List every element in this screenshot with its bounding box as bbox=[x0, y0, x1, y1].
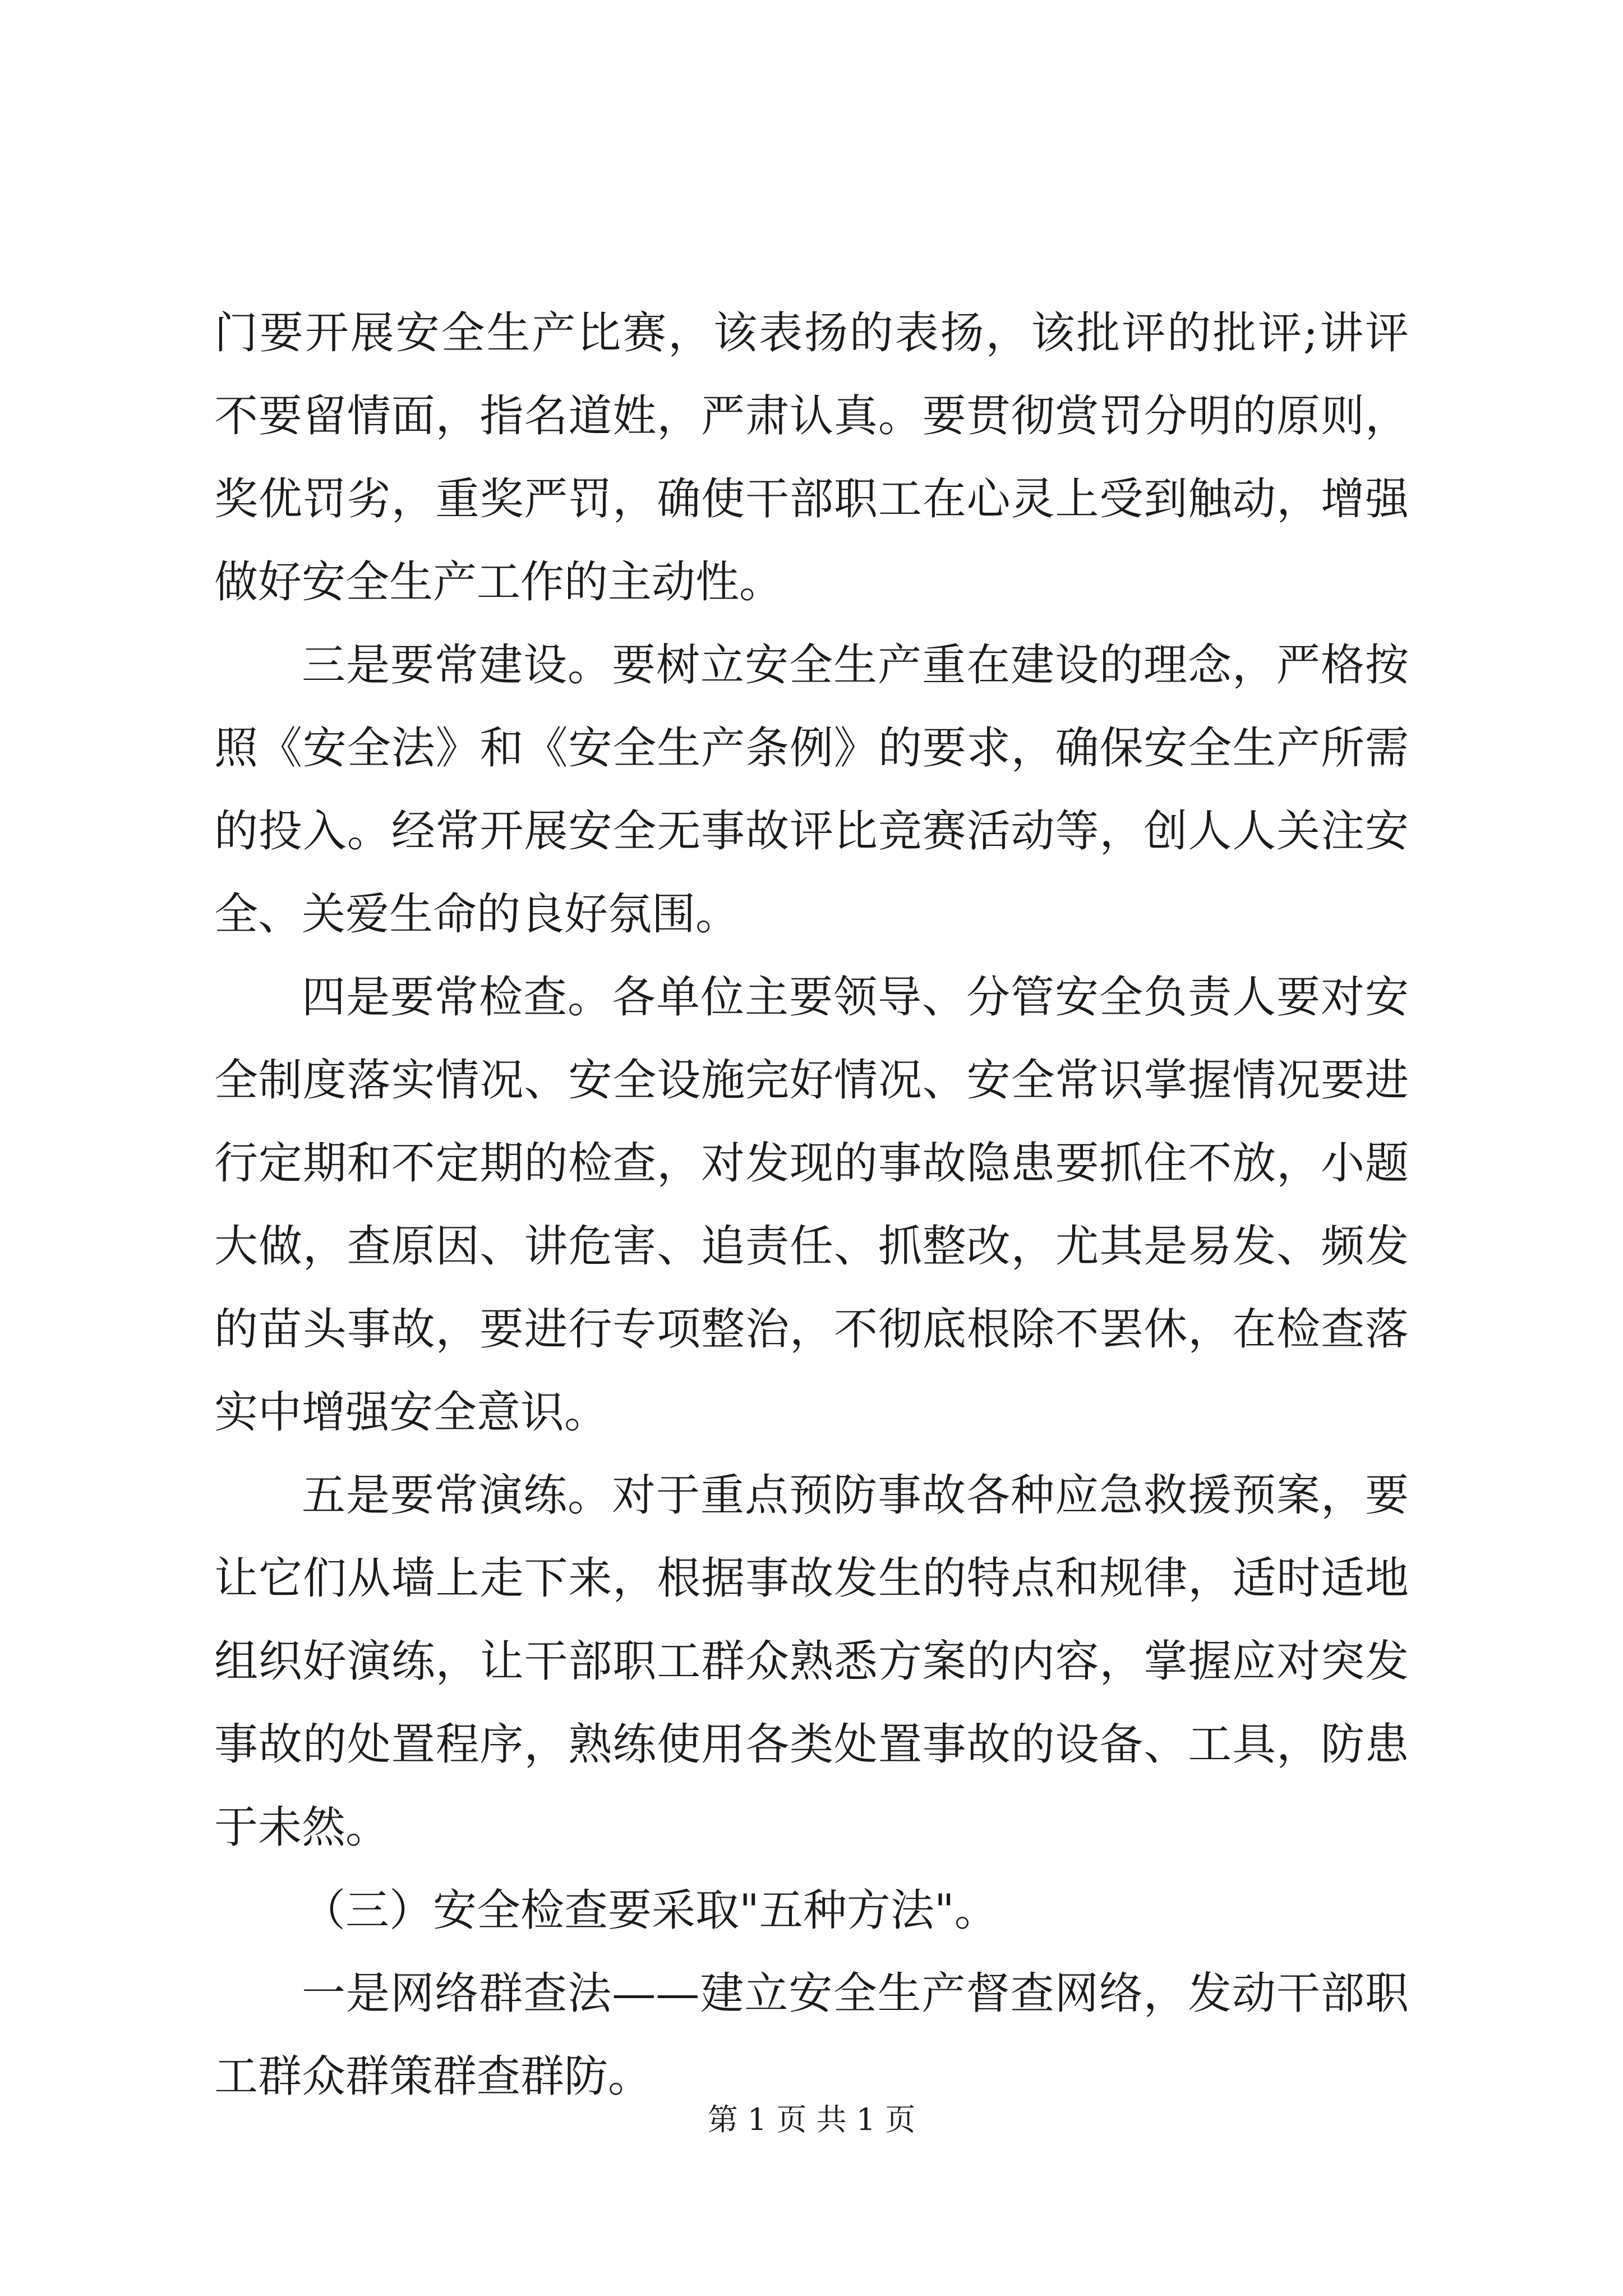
page-footer: 第 1 页 共 1 页 bbox=[707, 2102, 916, 2137]
document-body bbox=[214, 292, 1409, 2118]
section-heading-five-methods: （三）安全检查要采取"五种方法"。 bbox=[302, 1885, 998, 1936]
paragraph-continuation: 门要开展安全生产比赛，该表扬的表扬，该批评的批评;讲评不要留情面，指名道姓，严肃认真。要贯彻赏罚分明的原则，奖优罚劣，重奖严罚，确使干部职工在心灵上受到触动，增强做好安全生产工作的主动性。 bbox=[214, 308, 1409, 608]
paragraph-drill: 五是要常演练。对于重点预防事故各种应急救援预案，要让它们从墙上走下来，根据事故发生的特点和规律，适时适地组织好演练，让干部职工群众熟悉方案的内容，掌握应对突发事故的处置程序，熟练使用各类处置事故的设备、工具，防患于未然。 bbox=[214, 1470, 1409, 1853]
paragraph-network-check: 一是网络群查法——建立安全生产督查网络，发动干部职工群众群策群查群防。 bbox=[214, 1968, 1409, 2102]
paragraph-inspection: 四是要常检查。各单位主要领导、分管安全负责人要对安全制度落实情况、安全设施完好情况、安全常识掌握情况要进行定期和不定期的检查，对发现的事故隐患要抓住不放，小题大做，查原因、讲危害、追责任、抓整改，尤其是易发、频发的苗头事故，要进行专项整治，不彻底根除不罢休，在检查落实中增强安全意识。 bbox=[214, 972, 1409, 1438]
paragraph-construction: 三是要常建设。要树立安全生产重在建设的理念，严格按照《安全法》和《安全生产条例》的要求，确保安全生产所需的投入。经常开展安全无事故评比竞赛活动等，创人人关注安全、关爱生命的良好氛围。 bbox=[214, 640, 1409, 940]
